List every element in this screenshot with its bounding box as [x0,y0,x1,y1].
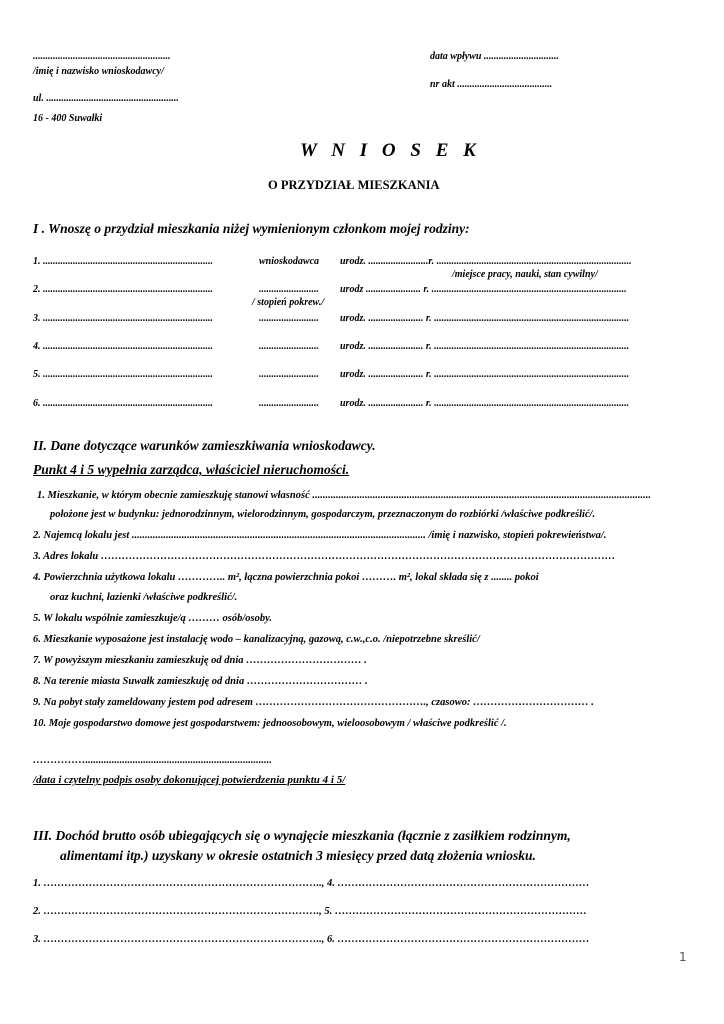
item-7: 7. W powyższym mieszkaniu zamieszkuję od dnia …………………………… . [33,655,367,666]
item-1a: 1. Mieszkanie, w którym obecnie zamieszkuję stanowi własność ................................................................................................................................. [37,490,651,501]
document-title: W N I O S E K [300,140,481,161]
section-3-heading-line2: alimentami itp.) uzyskany w okresie ostatnich 3 miesięcy przed datą złożenia wniosku. [60,848,536,863]
family-row-birth: urodz. ...................... r. .............................................................................. [340,398,630,409]
family-row-name: 2. .................................................................... [33,284,213,295]
item-1b: położone jest w budynku: jednorodzinnym, wielorodzinnym, gospodarczym, przeznaczonym do rozbiórki /właściwe podkreślić/. [50,509,596,520]
family-row-name: 1. .................................................................... [33,256,213,267]
family-row-birth: urodz ...................... r. .............................................................................. [340,284,627,295]
item-2: 2. Najemcą lokalu jest ................................................................................................................ /imię i nazwisko, stopień pokrewieństwa/. [33,530,607,541]
family-row-role: ........................ [259,313,319,324]
item-10: 10. Moje gospodarstwo domowe jest gospodarstwem: jednoosobowym, wieloosobowym / właściwe podkreślić /. [33,718,507,729]
family-row-role: ........................ [259,369,319,380]
applicant-name-dots: ....................................................... [33,51,171,62]
income-row: 3. …………………………………………………………………….., 6. ……………………………………………………………… [33,934,590,945]
family-row-name: 5. .................................................................... [33,369,213,380]
signature-dots: ……………....................................................................... [33,755,272,766]
applicant-name-label: /imię i nazwisko wnioskodawcy/ [33,66,164,77]
family-row-role: ........................ [259,341,319,352]
section-2-heading: II. Dane dotyczące warunków zamieszkiwania wnioskodawcy. [33,438,376,453]
item-3: 3. Adres lokalu ………………………………………………………………………………………………………………………………… [33,551,616,562]
receipt-date-field: data wpływu .............................. [430,51,559,62]
income-row: 1. …………………………………………………………………….., 4. ……………………………………………………………… [33,878,590,889]
note-workplace: /miejsce pracy, nauki, stan cywilny/ [452,269,598,280]
page-number: 1 [679,950,687,964]
item-6: 6. Mieszkanie wyposażone jest instalację wodo – kanalizacyjną, gazową, c.w.,c.o. /niepotrzebne skreślić/ [33,634,480,645]
city-label: 16 - 400 Suwałki [33,113,103,124]
item-4b: oraz kuchni, łazienki /właściwe podkreślić/. [50,592,238,603]
street-field: ul. ..................................................... [33,93,179,104]
family-row-birth: urodz. ...................... r. .............................................................................. [340,369,630,380]
item-9: 9. Na pobyt stały zameldowany jestem pod adresem …………………………………………., czasowo: …………………………… . [33,697,594,708]
family-row-name: 3. .................................................................... [33,313,213,324]
family-row-role: wnioskodawca [259,256,320,267]
item-8: 8. Na terenie miasta Suwałk zamieszkuję od dnia …………………………… . [33,676,368,687]
section-2-subheading: Punkt 4 i 5 wypełnia zarządca, właściciel nieruchomości. [33,462,350,477]
file-number-field: nr akt ...................................... [430,79,553,90]
family-row-birth: urodz. ...................... r. .............................................................................. [340,341,630,352]
note-kinship: / stopień pokrew./ [252,297,325,308]
family-row-name: 6. .................................................................... [33,398,213,409]
family-row-role: ........................ [259,284,319,295]
signature-label: /data i czytelny podpis osoby dokonującej potwierdzenia punktu 4 i 5/ [33,774,346,786]
section-1-heading: I . Wnoszę o przydział mieszkania niżej wymienionym członkom mojej rodziny: [33,221,470,236]
family-row-name: 4. .................................................................... [33,341,213,352]
income-row: 2. ……………………………………………………………………., 5. ……………………………………………………………… [33,906,587,917]
family-row-birth: urodz. ........................r. .............................................................................. [340,256,632,267]
section-3-heading-line1: III. Dochód brutto osób ubiegających się o wynajęcie mieszkania (łącznie z zasiłkiem rodzinnym, [33,828,571,843]
item-4a: 4. Powierzchnia użytkowa lokalu ………….. m², łączna powierzchnia pokoi ………. m², lokal składa się z ........ pokoi [33,572,539,583]
family-row-birth: urodz. ...................... r. .............................................................................. [340,313,630,324]
family-row-role: ........................ [259,398,319,409]
item-5: 5. W lokalu wspólnie zamieszkuje/ą ……… osób/osoby. [33,613,273,624]
document-subtitle: O PRZYDZIAŁ MIESZKANIA [268,178,440,192]
